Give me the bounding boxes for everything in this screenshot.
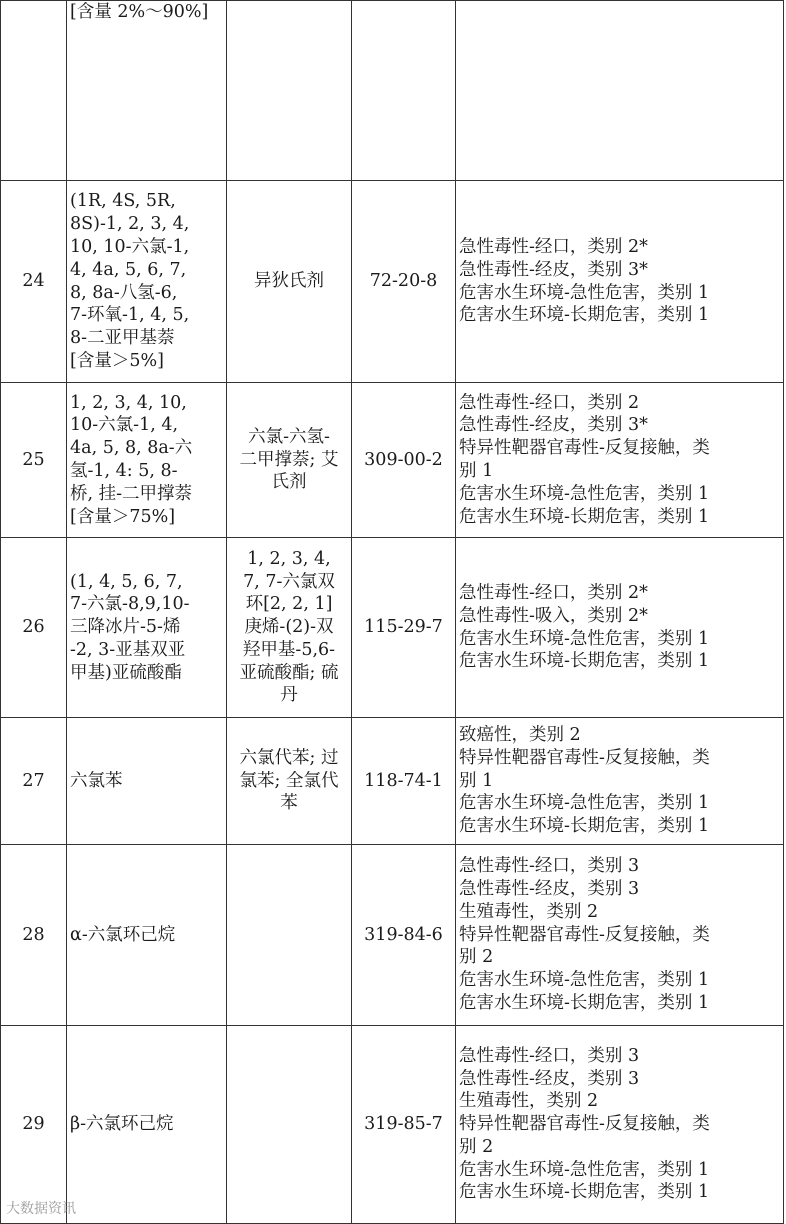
hazard-class-line: 急性毒性-经口，类别 3 — [459, 1045, 640, 1066]
table-row — [1, 181, 784, 383]
hazard-class-line: 危害水生环境-长期危害，类别 1 — [459, 305, 710, 326]
chemical-name-line: 4, 4a, 5, 6, 7, — [70, 259, 187, 280]
alias-cell — [227, 718, 352, 845]
cas-number-cell: 115-29-7 — [352, 538, 456, 718]
alias-cell — [227, 538, 352, 718]
chemical-name-line: (1R, 4S, 5R, — [70, 191, 176, 212]
alias-line: 丹 — [280, 685, 298, 706]
chemical-name-line: 氢-1, 4: 5, 8- — [70, 461, 178, 481]
serial-number-cell: 25 — [1, 383, 67, 538]
hazard-class-line: 危害水生环境-急性危害，类别 1 — [459, 282, 710, 303]
table-body — [1, 1, 784, 1224]
cas-number-cell: 309-00-2 — [352, 383, 456, 538]
chemical-name-cell — [67, 181, 227, 383]
hazard-class-cell — [456, 845, 784, 1026]
hazard-class-line: 生殖毒性，类别 2 — [459, 1091, 599, 1112]
alias-line: 庚烯-(2)-双 — [244, 617, 334, 638]
cas-number-cell: 319-84-6 — [352, 845, 456, 1026]
hazard-class-cell — [456, 718, 784, 845]
hazard-class-line: 危害水生环境-急性危害，类别 1 — [459, 483, 710, 504]
chemical-name-cell — [67, 1, 227, 181]
hazard-class-line: 特异性靶器官毒性-反复接触，类 — [459, 438, 710, 459]
hazard-class-line: 危害水生环境-急性危害，类别 1 — [459, 970, 710, 991]
alias-line: 六氯代苯; 过 — [239, 747, 339, 768]
chemical-name-line: [含量＞5%] — [70, 350, 164, 371]
table-row — [1, 1026, 784, 1224]
chemical-name-line: 8, 8a-八氢-6, — [70, 282, 178, 303]
alias-line: 环[2, 2, 1] — [245, 594, 333, 615]
alias-cell — [227, 181, 352, 383]
cas-number-cell — [352, 1, 456, 181]
hazard-class-line: 急性毒性-经皮，类别 3 — [459, 879, 640, 899]
hazard-class-cell — [456, 538, 784, 718]
serial-number-cell: 28 — [1, 845, 67, 1026]
hazard-class-line: 危害水生环境-长期危害，类别 1 — [459, 1182, 710, 1203]
alias-cell — [227, 383, 352, 538]
hazard-class-line: 急性毒性-经皮，类别 3* — [459, 259, 648, 280]
table-row — [1, 538, 784, 718]
hazard-class-line: 别 1 — [459, 461, 494, 481]
chemical-name-line: -2, 3-亚基双亚 — [70, 639, 186, 660]
serial-number-cell: 26 — [1, 538, 67, 718]
chemical-name-cell — [67, 845, 227, 1026]
hazard-class-line: 别 1 — [459, 770, 494, 791]
table-row — [1, 845, 784, 1026]
chemical-name-line: 三降冰片-5-烯 — [70, 617, 181, 638]
table-row — [1, 1, 784, 181]
hazard-class-line: 别 2 — [459, 947, 494, 968]
alias-line: 苯 — [280, 793, 298, 814]
hazard-class-line: 急性毒性-经皮，类别 3* — [459, 415, 648, 436]
watermark: 大数据资讯 — [6, 1201, 76, 1217]
cas-number-cell: 118-74-1 — [352, 718, 456, 845]
hazard-class-line: 危害水生环境-长期危害，类别 1 — [459, 651, 710, 672]
hazard-class-line: 危害水生环境-急性危害，类别 1 — [459, 793, 710, 814]
chemical-name-line: 10, 10-六氯-1, — [70, 236, 190, 257]
hazard-class-line: 特异性靶器官毒性-反复接触，类 — [459, 747, 710, 768]
cas-number-cell: 319-85-7 — [352, 1026, 456, 1224]
chemical-name-line: β-六氯环己烷 — [70, 1114, 174, 1135]
hazard-class-cell — [456, 1026, 784, 1224]
hazard-class-line: 急性毒性-经口，类别 2* — [459, 236, 648, 257]
hazard-class-line: 危害水生环境-急性危害，类别 1 — [459, 1159, 710, 1180]
hazard-class-line: 急性毒性-经口，类别 2* — [459, 582, 648, 603]
chemical-name-line: 8S)-1, 2, 3, 4, — [70, 214, 190, 235]
hazard-class-cell — [456, 1, 784, 181]
alias-line: 六氯-六氢- — [248, 426, 330, 447]
chemical-name-line: 10-六氯-1, 4, — [70, 415, 179, 436]
chemical-name-line: 桥, 挂-二甲撑萘 — [70, 483, 193, 504]
serial-number-cell: 29 — [1, 1026, 67, 1224]
hazard-class-line: 急性毒性-经口，类别 2 — [459, 392, 640, 413]
serial-number-cell: 27 — [1, 718, 67, 845]
chemical-name-line: 1, 2, 3, 4, 10, — [70, 392, 187, 413]
hazard-class-line: 致癌性，类别 2 — [459, 725, 581, 745]
alias-cell — [227, 1026, 352, 1224]
hazard-class-line: 别 2 — [459, 1136, 494, 1157]
hazard-class-line: 急性毒性-吸入，类别 2* — [459, 605, 648, 626]
chemical-name-cell — [67, 383, 227, 538]
table-row — [1, 718, 784, 845]
alias-line: 二甲撑萘; 艾 — [239, 449, 339, 470]
chemical-name-cell — [67, 538, 227, 718]
serial-number-cell: 24 — [1, 181, 67, 383]
hazard-class-line: 危害水生环境-长期危害，类别 1 — [459, 992, 710, 1013]
chemical-name-line: 甲基)亚硫酸酯 — [70, 662, 182, 683]
hazard-class-line: 特异性靶器官毒性-反复接触，类 — [459, 1114, 710, 1135]
hazard-class-line: 危害水生环境-长期危害，类别 1 — [459, 816, 710, 837]
alias-line: 羟甲基-5,6- — [242, 639, 336, 660]
chemical-name-line: 4a, 5, 8, 8a-六 — [70, 438, 193, 459]
table-row — [1, 383, 784, 538]
chemical-name-line: [含量＞75%] — [70, 506, 176, 527]
hazard-class-line: 急性毒性-经口，类别 3 — [459, 856, 640, 877]
hazard-class-line: 特异性靶器官毒性-反复接触，类 — [459, 924, 710, 945]
hazard-class-line: 危害水生环境-长期危害，类别 1 — [459, 506, 710, 527]
hazard-class-line: 急性毒性-经皮，类别 3 — [459, 1068, 640, 1089]
hazard-class-cell — [456, 181, 784, 383]
chemical-name-line: 六氯苯 — [70, 770, 123, 791]
chemical-name-line: 7-环氧-1, 4, 5, — [70, 305, 190, 326]
chemical-name-line: 8-二亚甲基萘 — [70, 328, 175, 349]
alias-line: 1, 2, 3, 4, — [247, 548, 331, 569]
chemical-name-cell — [67, 718, 227, 845]
hazard-class-line: 生殖毒性，类别 2 — [459, 901, 599, 922]
chemical-name-cell — [67, 1026, 227, 1224]
chemical-name-line: 7-六氯-8,9,10- — [70, 594, 190, 615]
alias-line: 异狄氏剂 — [254, 271, 324, 292]
alias-cell — [227, 1, 352, 181]
alias-line: 7, 7-六氯双 — [243, 571, 335, 592]
alias-line: 氯苯; 全氯代 — [239, 770, 339, 791]
chemical-name-line: α-六氯环己烷 — [70, 924, 176, 945]
hazard-class-line: 危害水生环境-急性危害，类别 1 — [459, 628, 710, 649]
chemical-name-line: [含量 2%～90%] — [70, 2, 209, 22]
alias-cell — [227, 845, 352, 1026]
serial-number-cell — [1, 1, 67, 181]
alias-line: 氏剂 — [271, 472, 307, 493]
hazard-class-cell — [456, 383, 784, 538]
chemical-name-line: (1, 4, 5, 6, 7, — [70, 571, 183, 592]
alias-line: 亚硫酸酯; 硫 — [239, 662, 339, 683]
cas-number-cell: 72-20-8 — [352, 181, 456, 383]
